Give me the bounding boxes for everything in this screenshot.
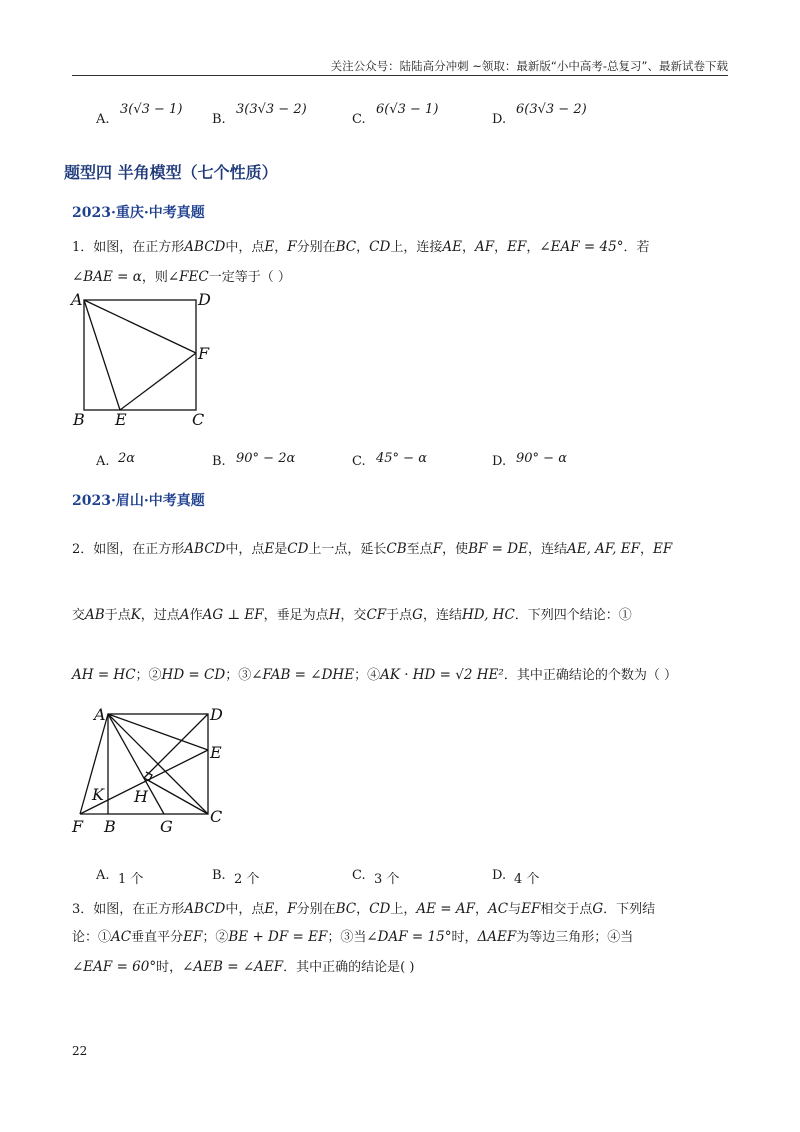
q2-math: H xyxy=(328,607,341,623)
q2-math: AE, AF, EF xyxy=(566,541,640,557)
q2-math: EF xyxy=(653,541,673,557)
q3-math: ABCD xyxy=(184,901,226,917)
q2-math: K xyxy=(130,607,141,623)
q1-segment-af xyxy=(84,300,196,353)
q1-label-b: B xyxy=(73,410,85,429)
q1-text: ， xyxy=(461,240,475,255)
page-header: 关注公众号：陆陆高分冲刺 ~领取：最新版“小中高考-总复习”、最新试卷下载 xyxy=(330,59,728,73)
prev-option-b-value: 3(3√3 − 2) xyxy=(236,102,307,117)
q3-math: AC xyxy=(487,901,509,917)
q3-text: ， xyxy=(474,902,488,917)
q2-label-g: G xyxy=(160,817,173,836)
q3-line-2 xyxy=(72,926,633,945)
q2-text: ．其中正确结论的个数为（ ） xyxy=(503,668,677,683)
q1-text: 中，点 xyxy=(225,240,265,255)
q3-math: ∠AEB = ∠AEF xyxy=(182,959,284,975)
prev-option-a-value: 3(√3 − 1) xyxy=(120,102,183,117)
section-title: 题型四 半角模型（七个性质） xyxy=(64,163,278,182)
q3-text: 时， xyxy=(451,930,478,945)
q1-option-d-value: 90° − α xyxy=(516,451,567,466)
q2-figure xyxy=(68,700,238,840)
q2-option-a-value: 1 个 xyxy=(118,872,144,887)
q1-text: ， xyxy=(356,240,370,255)
q2-source: 2023·眉山·中考真题 xyxy=(72,493,205,509)
q2-text: ，过点 xyxy=(140,608,180,623)
q2-math: ABCD xyxy=(184,541,226,557)
q1-text: ，则 xyxy=(141,270,168,285)
q1-option-d-label: D. xyxy=(492,454,507,469)
q2-math: CF xyxy=(366,607,387,623)
q1-option-b-value: 90° − 2α xyxy=(236,451,296,466)
q1-option-b-label: B. xyxy=(212,454,226,469)
q1-segment-ef xyxy=(120,353,196,410)
q1-math: CD xyxy=(369,239,391,255)
q2-text: 作 xyxy=(189,608,203,623)
q2-math: G xyxy=(412,607,423,623)
q3-math: BE + DF = EF xyxy=(228,929,328,945)
q2-option-d-label: D. xyxy=(492,868,507,883)
q3-math: ∠DAF = 15° xyxy=(366,929,452,945)
q2-text: 2．如图，在正方形 xyxy=(72,542,185,557)
q1-text: ， xyxy=(494,240,508,255)
q1-text: ， xyxy=(274,240,288,255)
q2-option-c-label: C. xyxy=(352,868,366,883)
prev-option-d-label: D. xyxy=(492,112,507,127)
q3-text: ， xyxy=(274,902,288,917)
q3-line-1 xyxy=(72,898,655,917)
q1-math: EF xyxy=(507,239,527,255)
q2-math: BF = DE xyxy=(468,541,528,557)
q3-line-3 xyxy=(72,956,414,975)
q2-label-d: D xyxy=(210,705,223,724)
q3-math: EF xyxy=(183,929,203,945)
q1-square xyxy=(84,300,196,410)
q2-label-b: B xyxy=(104,817,116,836)
q2-text: ， xyxy=(639,542,653,557)
q2-text: 中，点 xyxy=(225,542,265,557)
q3-math: G xyxy=(592,901,604,917)
q1-option-c-value: 45° − α xyxy=(376,451,427,466)
q2-text: 是 xyxy=(274,542,288,557)
q2-math: HD = CD xyxy=(161,667,226,683)
q2-option-b-label: B. xyxy=(212,868,226,883)
q3-math: F xyxy=(287,901,297,917)
q2-text: ，连结 xyxy=(422,608,462,623)
q2-line-3 xyxy=(72,664,677,683)
q2-text: ；④ xyxy=(354,668,381,683)
q3-math: ∠EAF = 60° xyxy=(72,959,157,975)
q3-text: 为等边三角形；④当 xyxy=(516,930,634,945)
q2-text: ，连结 xyxy=(527,542,567,557)
q1-label-e: E xyxy=(115,410,127,429)
q1-math: E xyxy=(264,239,275,255)
q2-line-1 xyxy=(72,538,672,557)
prev-option-a-label: A. xyxy=(96,112,110,127)
q1-math: ∠EAF = 45° xyxy=(539,239,624,255)
q2-option-d-value: 4 个 xyxy=(514,872,540,887)
q3-math: BC xyxy=(335,901,357,917)
q1-line-1 xyxy=(72,236,649,255)
q2-math: AG ⊥ EF xyxy=(202,607,264,623)
q2-math: ∠FAB = ∠DHE xyxy=(251,667,355,683)
q3-text: ；② xyxy=(202,930,229,945)
q3-math: CD xyxy=(369,901,391,917)
q3-text: 3．如图，在正方形 xyxy=(72,902,185,917)
q1-math: AE xyxy=(442,239,462,255)
q3-text: 分别在 xyxy=(296,902,336,917)
q2-segment-ae xyxy=(108,714,208,750)
q3-math: EF xyxy=(521,901,541,917)
q1-line-2 xyxy=(72,266,291,285)
q2-option-a-label: A. xyxy=(96,868,110,883)
q2-text: ，交 xyxy=(340,608,367,623)
q2-text: ，使 xyxy=(442,542,469,557)
q1-label-f: F xyxy=(198,344,210,363)
q3-text: ．其中正确的结论是( ) xyxy=(283,960,415,975)
q2-text: 上一点，延长 xyxy=(308,542,387,557)
q2-label-k: K xyxy=(92,785,104,804)
q1-text: 一定等于（ ） xyxy=(208,270,291,285)
q1-math: BC xyxy=(335,239,357,255)
prev-option-b-label: B. xyxy=(212,112,226,127)
q2-math: E xyxy=(264,541,275,557)
q1-text: 分别在 xyxy=(296,240,336,255)
q2-math: CB xyxy=(386,541,407,557)
q1-label-d: D xyxy=(198,290,211,309)
q1-option-a-label: A. xyxy=(96,454,110,469)
q2-option-c-value: 3 个 xyxy=(374,872,400,887)
q2-text: ；③ xyxy=(225,668,252,683)
q2-math: CD xyxy=(287,541,309,557)
q3-text: 中，点 xyxy=(225,902,265,917)
q2-label-c: C xyxy=(210,807,223,826)
q1-math: ∠BAE = α xyxy=(72,269,142,285)
q2-text: 至点 xyxy=(406,542,433,557)
q3-math: ΔAEF xyxy=(477,929,517,945)
q1-text: 1．如图，在正方形 xyxy=(72,240,185,255)
q1-text: 上，连接 xyxy=(390,240,443,255)
q2-math: AH = HC xyxy=(72,667,136,683)
q1-text: ， xyxy=(526,240,540,255)
q3-text: 时， xyxy=(156,960,183,975)
prev-option-c-value: 6(√3 − 1) xyxy=(376,102,439,117)
q2-text: ．下列四个结论：① xyxy=(514,608,632,623)
q1-option-a-value: 2α xyxy=(118,451,136,466)
q3-math: E xyxy=(264,901,275,917)
q2-math: AK · HD = √2 HE² xyxy=(380,667,504,683)
q2-text: ；② xyxy=(135,668,162,683)
q3-text: 上， xyxy=(390,902,417,917)
q2-label-e: E xyxy=(210,743,222,762)
q2-math: A xyxy=(179,607,190,623)
q3-text: ．下列结 xyxy=(603,902,656,917)
q1-math: AF xyxy=(474,239,495,255)
header-rule xyxy=(72,75,728,76)
q3-math: AE = AF xyxy=(416,901,475,917)
q2-math: F xyxy=(432,541,443,557)
q1-math: ABCD xyxy=(184,239,226,255)
q3-text: ；③当 xyxy=(327,930,367,945)
prev-option-d-value: 6(3√3 − 2) xyxy=(516,102,587,117)
q2-math: AB xyxy=(85,607,105,623)
q3-text: 论：① xyxy=(72,930,112,945)
q2-label-h: H xyxy=(134,787,148,806)
q2-text: 于点 xyxy=(104,608,131,623)
q2-label-a: A xyxy=(94,705,106,724)
q3-text: 相交于点 xyxy=(540,902,593,917)
q2-text: 交 xyxy=(72,608,86,623)
q3-text: ， xyxy=(356,902,370,917)
q1-segment-ae xyxy=(84,300,120,410)
q2-text: 于点 xyxy=(386,608,413,623)
prev-option-c-label: C. xyxy=(352,112,366,127)
q1-text: ．若 xyxy=(623,240,650,255)
q1-math: ∠FEC xyxy=(167,269,209,285)
q2-label-f: F xyxy=(72,817,84,836)
q1-math: F xyxy=(287,239,297,255)
q3-math: AC xyxy=(111,929,132,945)
q1-label-a: A xyxy=(71,290,83,309)
q1-figure xyxy=(68,290,218,430)
q1-label-c: C xyxy=(192,410,205,429)
q3-text: 垂直平分 xyxy=(131,930,184,945)
q1-source: 2023·重庆·中考真题 xyxy=(72,205,205,221)
q2-math: HD, HC xyxy=(461,607,515,623)
page-number: 22 xyxy=(72,1044,88,1058)
q1-option-c-label: C. xyxy=(352,454,366,469)
q2-line-2 xyxy=(72,604,632,623)
q2-text: ，垂足为点 xyxy=(263,608,329,623)
q3-text: 与 xyxy=(508,902,522,917)
q2-option-b-value: 2 个 xyxy=(234,872,260,887)
